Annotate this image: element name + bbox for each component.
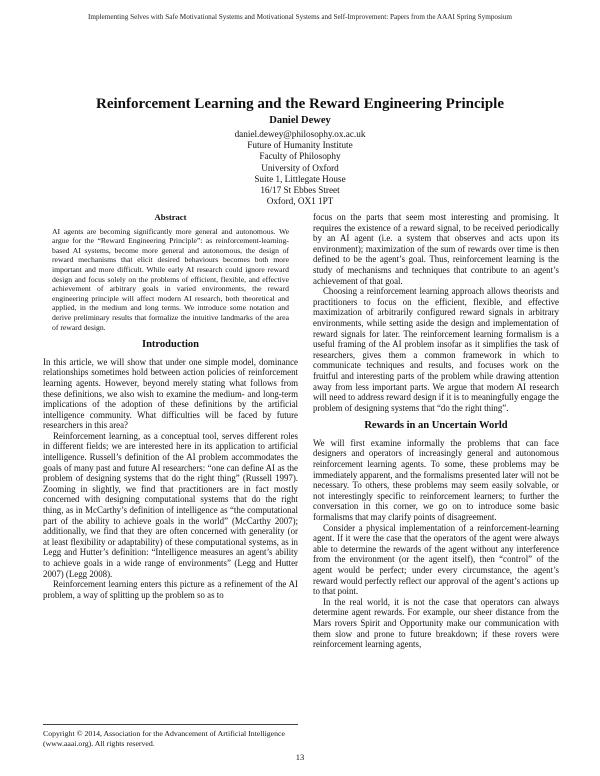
affiliation-line: Suite 1, Littlegate House (254, 173, 346, 184)
author-name: Daniel Dewey (269, 115, 331, 126)
abstract-heading: Abstract (154, 212, 187, 222)
paper-title: Reinforcement Learning and the Reward Engineering Principle (95, 96, 505, 112)
page-number: 13 (295, 752, 305, 762)
left-column (43, 212, 298, 600)
paragraph: Choosing a reinforcement learning approach allows theorists and practitioners to focus on the efficient, flexible, and effective maximization of arbitrarily configured reward signals in arbitrary environments, while setting aside the design and implementation of reward signals for later. The reinforcement learning formalism is a useful framing of the AI problem insofar as it simplifies the task of researchers, gives them a common framework in which to communicate techniques and results, and focuses work on the fruitful and interesting parts of the problem while drawing attention away from less important parts. We argue that modern AI research will need to address reward design if it is to meaningfully engage the problem of designing systems that “do the right thing”. (313, 286, 559, 413)
section-heading-rewards: Rewards in an Uncertain World (364, 420, 508, 432)
paragraph: focus on the parts that seem most interesting and promising. It requires the existence of a reward signal, to be received periodically by an AI agent (i.e. a system that observes and acts upon its environment); maximization of the sum of rewards over time is then defined to be the agent’s goal. Thus, reinforcement learning is the study of mechanisms and techniques that contribute to an agent’s achievement of that goal. (313, 212, 559, 286)
abstract-text: AI agents are becoming significantly more general and autonomous. We argue for the “Reward Engineering Principle”: as reinforcement-learning-based AI systems, become more general and autonomous, the design of reward mechanisms that elicit desired behaviours becomes both more important and more difficult. While early AI research could ignore reward design and focus solely on the problems of efficient, flexible, and effective achievement of arbitrary goals in varied environments, the reward engineering principle will affect modern AI research, both theoretical and applied, in the medium and long terms. We introduce some notation and derive preliminary results that formalize the intuitive landmarks of the area of reward design. (52, 226, 289, 332)
paragraph: In the real world, it is not the case that operators can always determine agent rewards. For example, our sheer distance from the Mars rovers Spirit and Opportunity make our communication with them slow and prone to future breakdown; if these rovers were reinforcement learning agents, (313, 596, 559, 650)
author-affiliation (0, 129, 600, 207)
paragraph: Consider a physical implementation of a reinforcement-learning agent. If it were the case that the operators of the agent were always able to determine the rewards of the agent without any interference from the environment (or the agent itself), then “control” of the agent would be perfect; under every circumstance, the agent’s reward would perfectly reflect our approval of the agent’s actions up to that point. (313, 522, 559, 597)
author-email: daniel.dewey@philosophy.ox.ac.uk (234, 129, 366, 139)
affiliation-line: Faculty of Philosophy (259, 151, 341, 162)
paragraph: Reinforcement learning enters this picture as a refinement of the AI problem, a way of splitting up the problem so as to (43, 579, 298, 600)
paragraph: Reinforcement learning, as a conceptual tool, serves different roles in different fields; we are interested here in its application to artificial intelligence. Russell’s definition of the AI problem accommodates the goals of many past and future AI researchers: “one can define AI as the problem of designing systems that do the right thing” (Russell 1997). Zooming in slightly, we find that practitioners are in fact mostly concerned with designing computational systems that do the right thing, as in McCarthy’s definition of intelligence as “the computational part of the ability to achieve goals in the world” (McCarthy 2007); additionally, we find that they are often concerned with generality (or at least flexibility or adaptability) of these computational systems, as in Legg and Hutter’s definition: “Intelligence measures an agent’s ability to achieve goals in a wide range of environments” (Legg and Hutter 2007) (Legg 2008). (43, 430, 298, 579)
affiliation-line: 16/17 St Ebbes Street (260, 185, 340, 196)
affiliation-line: University of Oxford (261, 162, 339, 173)
affiliation-line: Future of Humanity Institute (247, 140, 353, 151)
paragraph: In this article, we will show that under one simple model, dominance relationships sometimes hold between action policies of reinforcement learning agents. However, beyond merely stating what follows from these definitions, we also wish to examine the medium- and long-term implications of the adoption of these definitions by the artificial intelligence community. What difficulties will be faced by future researchers in this area? (43, 356, 298, 431)
copyright-notice: Copyright © 2014, Association for the Advancement of Artificial Intelligence (www.aaai.org). All rights reserved. (43, 724, 298, 748)
running-header: Implementing Selves with Safe Motivational Systems and Motivational Systems and Self-Improvement: Papers from the AAAI Spring Symposium (87, 13, 513, 21)
section-heading-introduction: Introduction (142, 339, 199, 351)
right-column (313, 212, 559, 650)
affiliation-line: Oxford, OX1 1PT (266, 196, 334, 207)
paragraph: We will first examine informally the problems that can face designers and operators of increasingly general and autonomous reinforcement learning agents. To some, these problems may be immediately apparent, and the formalisms presented later will not be necessary. To others, these problems may seem easily solvable, or not interestingly specific to reinforcement learners; to further the conversation in this corner, we go on to introduce some basic formalisms that may clarify points of disagreement. (313, 437, 559, 523)
